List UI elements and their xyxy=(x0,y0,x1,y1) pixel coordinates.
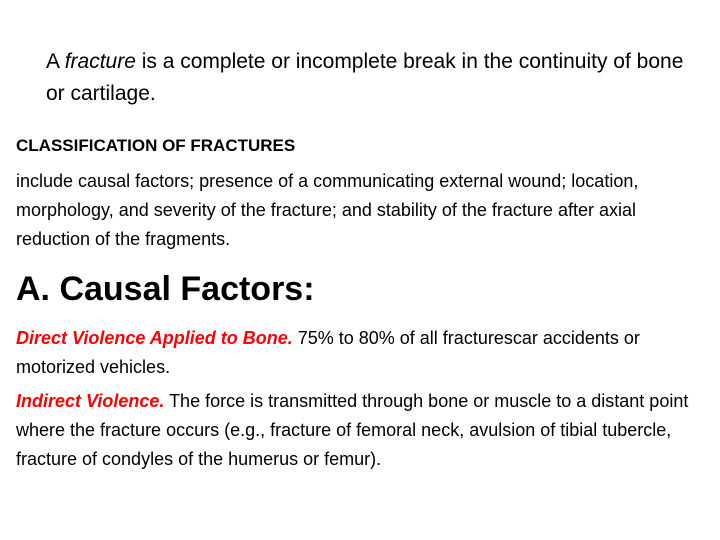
definition-text: is a complete or incomplete break in the continuity of bone or cartilage. xyxy=(46,50,684,105)
causal-factors-heading: A. Causal Factors: xyxy=(16,270,315,308)
classification-heading: CLASSIFICATION OF FRACTURES xyxy=(16,136,296,155)
definition-term: fracture xyxy=(64,50,136,73)
fracture-definition xyxy=(46,46,686,110)
direct-violence-text: 75% to 80% of all fracturescar accidents or motorized vehicles. xyxy=(16,328,640,377)
direct-violence-term: Direct Violence Applied to Bone. xyxy=(16,328,293,348)
indirect-violence-paragraph xyxy=(16,387,696,474)
indirect-violence-text: The force is transmitted through bone or muscle to a distant point where the fracture occurs (e.g., fracture of femoral neck, avulsion of tibial tubercle, fracture of condyles of the humerus or femur). xyxy=(16,391,689,469)
definition-prefix: A xyxy=(46,50,65,73)
direct-violence-paragraph xyxy=(16,324,696,382)
indirect-violence-term: Indirect Violence. xyxy=(16,391,165,411)
classification-text: include causal factors; presence of a communicating external wound; location, morphology, and severity of the fracture; and stability of the fracture after axial reduction of the fragments. xyxy=(16,171,639,249)
